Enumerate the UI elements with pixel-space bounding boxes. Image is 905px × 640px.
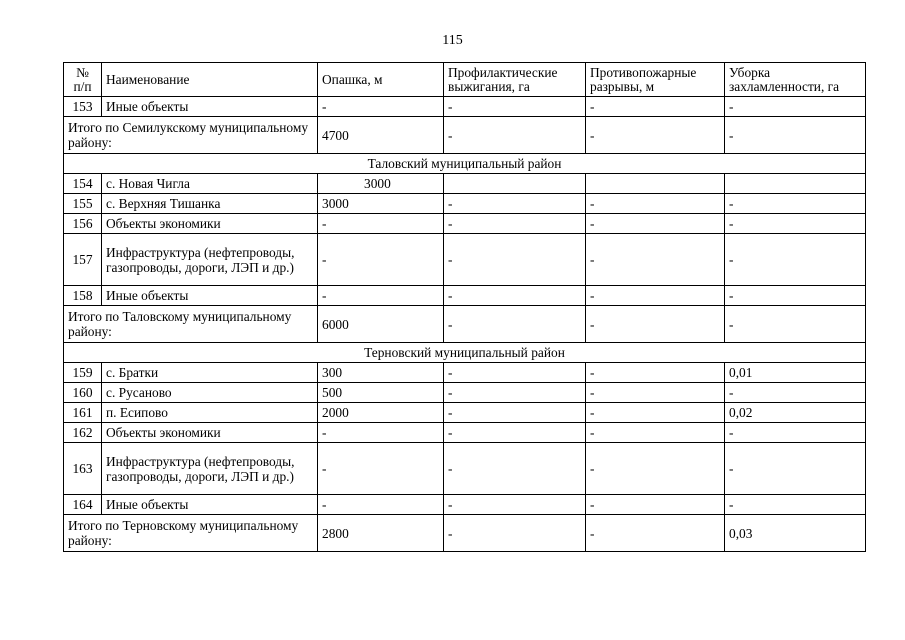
cell-firebreaks: - bbox=[586, 423, 725, 443]
row-name: Иные объекты bbox=[102, 495, 318, 515]
row-number: 161 bbox=[64, 403, 102, 423]
total-label: Итого по Таловскому муниципальному району: bbox=[64, 306, 318, 343]
row-name: Иные объекты bbox=[102, 286, 318, 306]
cell-burning bbox=[444, 174, 586, 194]
table-row bbox=[64, 194, 866, 214]
cell-cleanup: 0,01 bbox=[725, 363, 866, 383]
table-row bbox=[64, 97, 866, 117]
row-name: п. Есипово bbox=[102, 403, 318, 423]
row-number: 162 bbox=[64, 423, 102, 443]
cell-cleanup: - bbox=[725, 443, 866, 495]
cell-plowing: 4700 bbox=[318, 117, 444, 154]
cell-plowing: - bbox=[318, 286, 444, 306]
cell-firebreaks: - bbox=[586, 403, 725, 423]
cell-cleanup: 0,02 bbox=[725, 403, 866, 423]
section-title: Таловский муниципальный район bbox=[64, 154, 866, 174]
row-name: с. Верхняя Тишанка bbox=[102, 194, 318, 214]
row-number: 154 bbox=[64, 174, 102, 194]
table-header-row bbox=[64, 63, 866, 97]
row-name: Инфраструктура (нефтепроводы, газопроводы, дороги, ЛЭП и др.) bbox=[102, 234, 318, 286]
row-name: с. Новая Чигла bbox=[102, 174, 318, 194]
cell-cleanup: - bbox=[725, 117, 866, 154]
cell-firebreaks bbox=[586, 174, 725, 194]
cell-cleanup: - bbox=[725, 214, 866, 234]
row-name: с. Братки bbox=[102, 363, 318, 383]
cell-plowing: 3000 bbox=[318, 194, 444, 214]
total-row bbox=[64, 117, 866, 154]
table-row bbox=[64, 174, 866, 194]
row-name: Иные объекты bbox=[102, 97, 318, 117]
cell-burning: - bbox=[444, 423, 586, 443]
cell-firebreaks: - bbox=[586, 495, 725, 515]
cell-plowing: 2000 bbox=[318, 403, 444, 423]
cell-firebreaks: - bbox=[586, 515, 725, 552]
cell-cleanup: 0,03 bbox=[725, 515, 866, 552]
page-number: 115 bbox=[442, 33, 463, 48]
cell-firebreaks: - bbox=[586, 363, 725, 383]
section-row bbox=[64, 343, 866, 363]
row-number: 153 bbox=[64, 97, 102, 117]
row-name: с. Русаново bbox=[102, 383, 318, 403]
row-number: 158 bbox=[64, 286, 102, 306]
table-row bbox=[64, 363, 866, 383]
cell-burning: - bbox=[444, 117, 586, 154]
row-name: Инфраструктура (нефтепроводы, газопроводы, дороги, ЛЭП и др.) bbox=[102, 443, 318, 495]
cell-firebreaks: - bbox=[586, 117, 725, 154]
cell-firebreaks: - bbox=[586, 214, 725, 234]
cell-cleanup: - bbox=[725, 97, 866, 117]
cell-burning: - bbox=[444, 363, 586, 383]
row-name: Объекты экономики bbox=[102, 214, 318, 234]
row-number: 157 bbox=[64, 234, 102, 286]
row-number: 164 bbox=[64, 495, 102, 515]
cell-burning: - bbox=[444, 443, 586, 495]
cell-plowing: - bbox=[318, 423, 444, 443]
header-cleanup: Уборка захламленности, га bbox=[725, 63, 866, 97]
header-burning: Профилактические выжигания, га bbox=[444, 63, 586, 97]
row-number: 163 bbox=[64, 443, 102, 495]
table-row bbox=[64, 495, 866, 515]
cell-firebreaks: - bbox=[586, 306, 725, 343]
cell-plowing: 300 bbox=[318, 363, 444, 383]
cell-burning: - bbox=[444, 97, 586, 117]
fire-measures-table bbox=[63, 62, 866, 552]
cell-firebreaks: - bbox=[586, 383, 725, 403]
cell-plowing: - bbox=[318, 443, 444, 495]
cell-burning: - bbox=[444, 515, 586, 552]
table-body bbox=[64, 97, 866, 552]
cell-burning: - bbox=[444, 403, 586, 423]
cell-firebreaks: - bbox=[586, 194, 725, 214]
row-number: 160 bbox=[64, 383, 102, 403]
cell-plowing: - bbox=[318, 234, 444, 286]
total-label: Итого по Терновскому муниципальному району: bbox=[64, 515, 318, 552]
section-title: Терновский муниципальный район bbox=[64, 343, 866, 363]
cell-cleanup: - bbox=[725, 383, 866, 403]
row-number: 156 bbox=[64, 214, 102, 234]
cell-cleanup: - bbox=[725, 495, 866, 515]
cell-cleanup: - bbox=[725, 234, 866, 286]
cell-cleanup: - bbox=[725, 306, 866, 343]
table-row bbox=[64, 214, 866, 234]
header-name: Наименование bbox=[102, 63, 318, 97]
table-row bbox=[64, 403, 866, 423]
cell-firebreaks: - bbox=[586, 234, 725, 286]
cell-cleanup bbox=[725, 174, 866, 194]
table-row bbox=[64, 286, 866, 306]
table-row bbox=[64, 423, 866, 443]
cell-burning: - bbox=[444, 495, 586, 515]
cell-burning: - bbox=[444, 286, 586, 306]
cell-burning: - bbox=[444, 383, 586, 403]
cell-plowing: - bbox=[318, 495, 444, 515]
cell-cleanup: - bbox=[725, 286, 866, 306]
header-plowing: Опашка, м bbox=[318, 63, 444, 97]
table-row bbox=[64, 443, 866, 495]
cell-burning: - bbox=[444, 214, 586, 234]
table-row bbox=[64, 383, 866, 403]
cell-plowing: 3000 bbox=[318, 174, 444, 194]
cell-firebreaks: - bbox=[586, 443, 725, 495]
total-row bbox=[64, 515, 866, 552]
total-row bbox=[64, 306, 866, 343]
cell-firebreaks: - bbox=[586, 286, 725, 306]
cell-firebreaks: - bbox=[586, 97, 725, 117]
header-firebreaks: Противопожарные разрывы, м bbox=[586, 63, 725, 97]
cell-plowing: 2800 bbox=[318, 515, 444, 552]
row-number: 159 bbox=[64, 363, 102, 383]
cell-plowing: - bbox=[318, 214, 444, 234]
row-number: 155 bbox=[64, 194, 102, 214]
cell-plowing: - bbox=[318, 97, 444, 117]
cell-plowing: 500 bbox=[318, 383, 444, 403]
cell-cleanup: - bbox=[725, 423, 866, 443]
table-row bbox=[64, 234, 866, 286]
row-name: Объекты экономики bbox=[102, 423, 318, 443]
cell-burning: - bbox=[444, 306, 586, 343]
cell-burning: - bbox=[444, 194, 586, 214]
section-row bbox=[64, 154, 866, 174]
cell-plowing: 6000 bbox=[318, 306, 444, 343]
total-label: Итого по Семилукскому муниципальному району: bbox=[64, 117, 318, 154]
cell-burning: - bbox=[444, 234, 586, 286]
cell-cleanup: - bbox=[725, 194, 866, 214]
header-num: № п/п bbox=[64, 63, 102, 97]
